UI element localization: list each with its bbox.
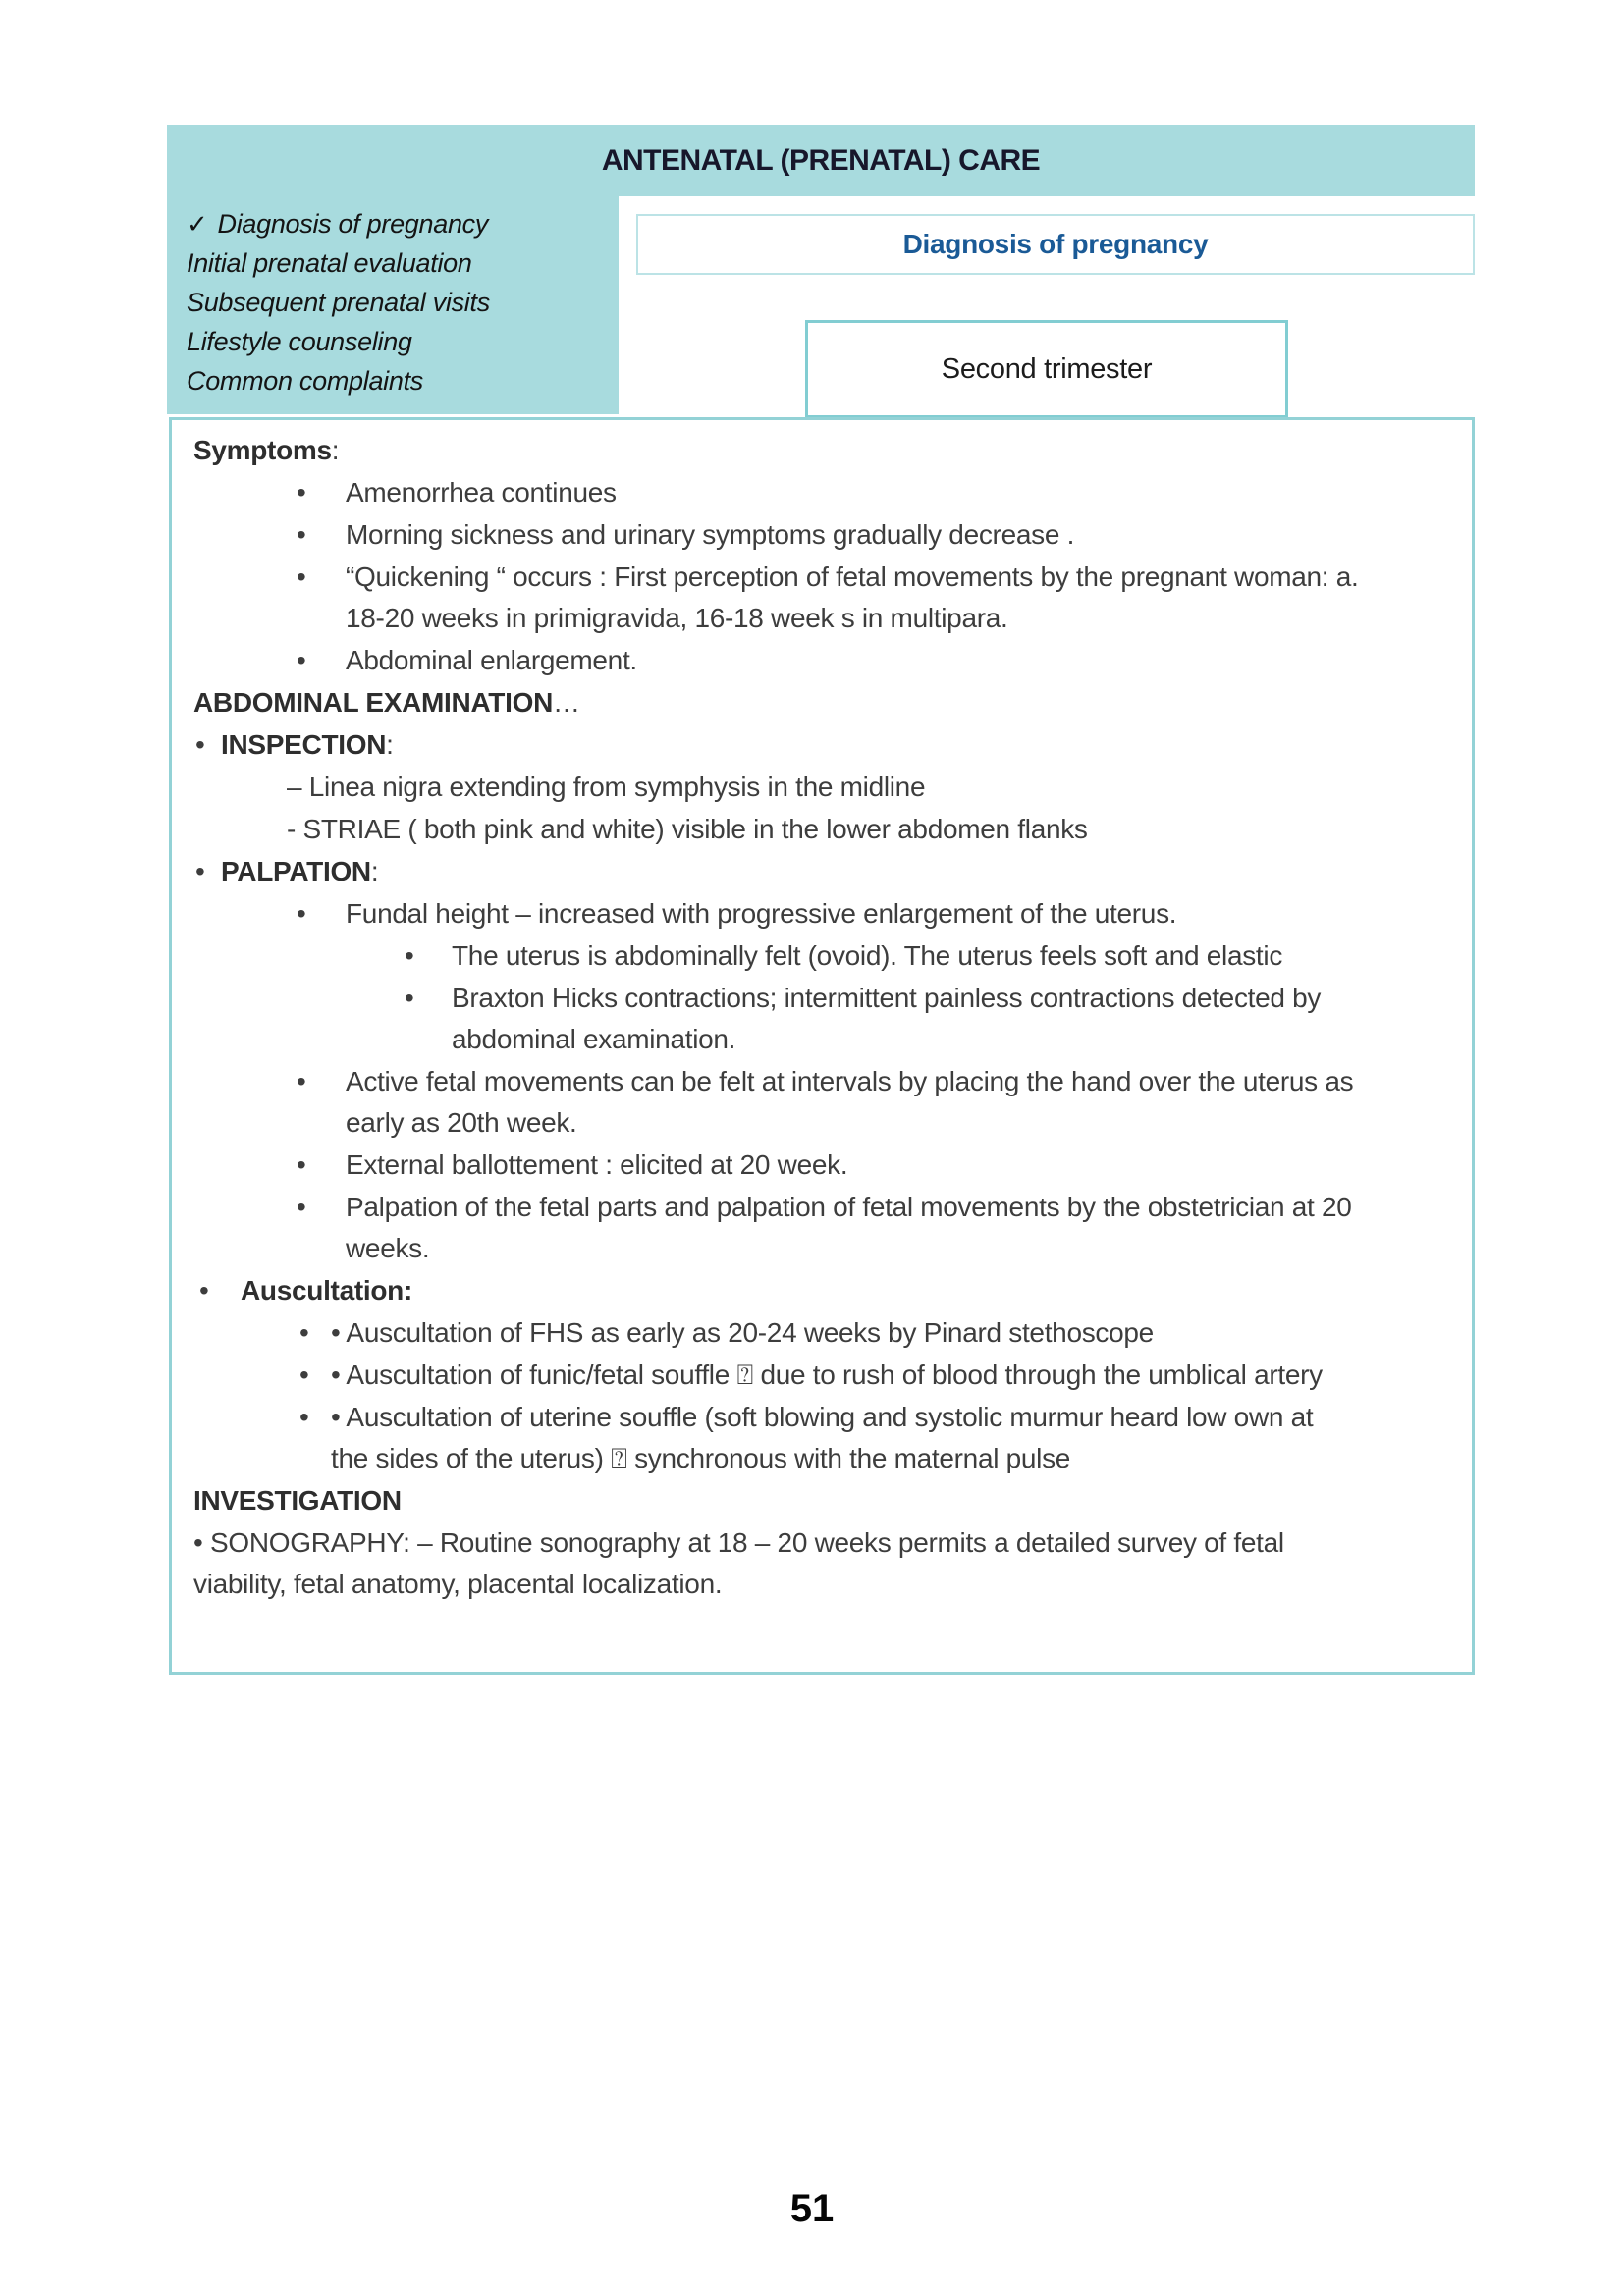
- content-text: Morning sickness and urinary symptoms gradually decrease .: [346, 519, 1075, 550]
- bullet-marker: •: [405, 983, 414, 1013]
- content-line: [195, 851, 1450, 892]
- topic-item-initial-evaluation: [187, 243, 619, 283]
- content-line: [299, 1312, 1450, 1354]
- content-text: Auscultation:: [241, 1275, 412, 1306]
- topic-item-diagnosis: [187, 204, 619, 243]
- bullet-marker: •: [195, 729, 205, 760]
- bullet-marker: •: [299, 1402, 309, 1432]
- section-title-box: [636, 214, 1475, 275]
- content-line: [299, 1397, 1450, 1479]
- content-line: [405, 935, 1450, 977]
- content-text: PALPATION:: [221, 856, 379, 886]
- content-text: Amenorrhea continues: [346, 477, 617, 507]
- topic-item-lifestyle: [187, 322, 619, 361]
- content-line: [287, 809, 1450, 850]
- bullet-marker: •: [195, 856, 205, 886]
- content-line: [195, 724, 1450, 766]
- content-text: INVESTIGATION: [193, 1485, 402, 1516]
- content-text: Abdominal enlargement.: [346, 645, 637, 675]
- content-text: Braxton Hicks contractions; intermittent painless contractions detected by abdominal examination.: [452, 983, 1322, 1054]
- content-line: [297, 557, 1450, 639]
- content-line: [199, 1270, 1450, 1311]
- topic-label: Diagnosis of pregnancy: [217, 209, 489, 239]
- content-line: [297, 893, 1450, 934]
- content-text: INSPECTION:: [221, 729, 394, 760]
- bullet-marker: •: [297, 477, 306, 507]
- content-text: – Linea nigra extending from symphysis in the midline: [287, 772, 926, 802]
- bullet-marker: •: [297, 1066, 306, 1096]
- page-number: 51: [789, 2187, 835, 2230]
- content-text: • Auscultation of uterine souffle (soft blowing and systolic murmur heard low own at the sides of the uterus) ⍰ synchronous with the maternal pulse: [331, 1402, 1314, 1473]
- topic-item-subsequent-visits: [187, 283, 619, 322]
- content-text: ABDOMINAL EXAMINATION…: [193, 687, 580, 718]
- content-line: [193, 1522, 1450, 1605]
- content-text: Symptoms:: [193, 435, 340, 465]
- topic-label: Common complaints: [187, 366, 423, 396]
- content-line: [193, 430, 1450, 471]
- subsection-title-box: [805, 320, 1288, 418]
- bullet-marker: •: [199, 1275, 209, 1306]
- section-title: Diagnosis of pregnancy: [902, 229, 1209, 259]
- content-box: [169, 417, 1475, 1675]
- content-line: [297, 1145, 1450, 1186]
- content-line: [299, 1355, 1450, 1396]
- content-line: [297, 472, 1450, 513]
- content-line: [297, 514, 1450, 556]
- check-icon: ✓: [187, 209, 208, 239]
- content-line: [297, 1061, 1450, 1144]
- content-line: [193, 1480, 1450, 1522]
- bullet-marker: •: [405, 940, 414, 971]
- header-bar: [167, 125, 1475, 196]
- content-text: • Auscultation of funic/fetal souffle ⍰ due to rush of blood through the umblical artery: [331, 1360, 1323, 1390]
- content-line: [193, 682, 1450, 723]
- content-text: • Auscultation of FHS as early as 20-24 weeks by Pinard stethoscope: [331, 1317, 1154, 1348]
- content-line: [287, 767, 1450, 808]
- topics-panel: [167, 196, 619, 414]
- bullet-marker: •: [297, 898, 306, 929]
- topic-item-complaints: [187, 361, 619, 400]
- content-text: The uterus is abdominally felt (ovoid). The uterus feels soft and elastic: [452, 940, 1283, 971]
- content-text: Palpation of the fetal parts and palpation of fetal movements by the obstetrician at 20 weeks.: [346, 1192, 1352, 1263]
- content-line: [297, 640, 1450, 681]
- content-line: [405, 978, 1450, 1060]
- content-text: Fundal height – increased with progressive enlargement of the uterus.: [346, 898, 1177, 929]
- topic-label: Subsequent prenatal visits: [187, 288, 490, 317]
- page-title: ANTENATAL (PRENATAL) CARE: [601, 143, 1041, 177]
- bullet-marker: •: [299, 1317, 309, 1348]
- bullet-marker: •: [297, 645, 306, 675]
- content-text: “Quickening “ occurs : First perception of fetal movements by the pregnant woman: a. 18-20 weeks in primigravida, 16-18 week s in multipara.: [346, 561, 1359, 633]
- content-text: • SONOGRAPHY: – Routine sonography at 18 – 20 weeks permits a detailed survey of fetal viability, fetal anatomy, placental localization.: [193, 1527, 1284, 1599]
- content-text: External ballottement : elicited at 20 week.: [346, 1149, 848, 1180]
- content-line: [297, 1187, 1450, 1269]
- bullet-marker: •: [297, 561, 306, 592]
- bullet-marker: •: [297, 519, 306, 550]
- bullet-marker: •: [299, 1360, 309, 1390]
- topic-label: Initial prenatal evaluation: [187, 248, 472, 278]
- topic-label: Lifestyle counseling: [187, 327, 412, 356]
- bullet-marker: •: [297, 1149, 306, 1180]
- content-text: Active fetal movements can be felt at intervals by placing the hand over the uterus as early as 20th week.: [346, 1066, 1354, 1138]
- content-text: - STRIAE ( both pink and white) visible in the lower abdomen flanks: [287, 814, 1088, 844]
- bullet-marker: •: [297, 1192, 306, 1222]
- subsection-title: Second trimester: [941, 352, 1153, 385]
